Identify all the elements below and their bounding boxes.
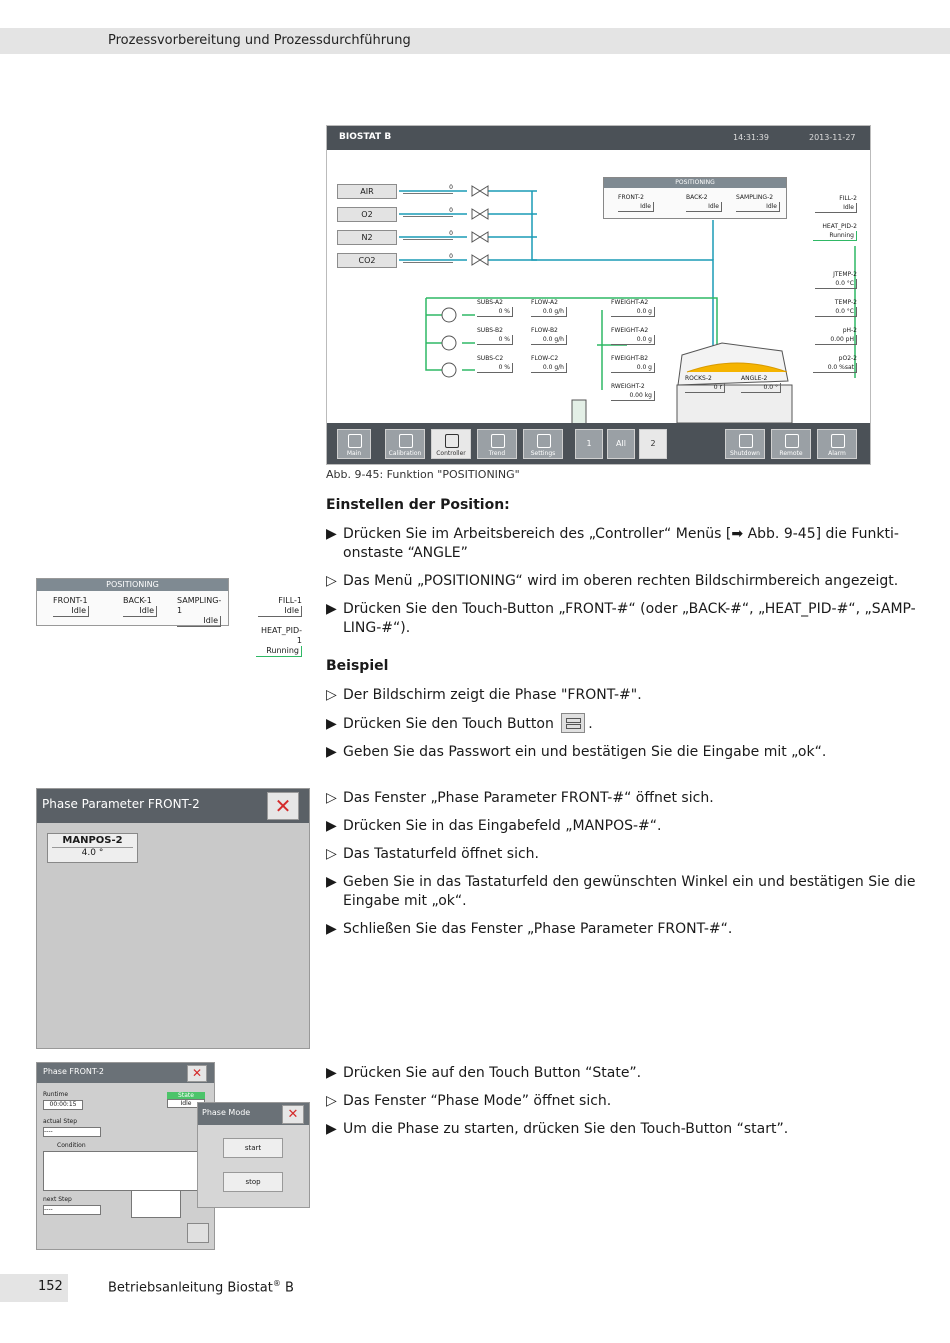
gas-n2-button[interactable]: N2 [337, 230, 397, 245]
heat-pid-1-button[interactable]: HEAT_PID-1 Running [256, 626, 302, 657]
po2-2-readout[interactable]: pO2-2 0.0 %sat [813, 354, 857, 373]
gas-o2-button[interactable]: O2 [337, 207, 397, 222]
main-button[interactable]: Main [337, 429, 371, 459]
back-2-button[interactable]: BACK-2 Idle [686, 193, 722, 212]
list-item: onstaste “ANGLE” [343, 545, 468, 561]
list-item: ▶ Drücken Sie auf den Touch Button “State”. [326, 1065, 642, 1081]
step-list-2 [326, 686, 826, 762]
list-item: ▶ Drücken Sie im Arbeitsbereich des „Controller“ Menüs [➡ Abb. 9-45] die Funkti- [326, 526, 899, 542]
screen-time: 14:31:39 [733, 133, 769, 142]
subs-c2-readout[interactable]: SUBS-C2 0 % [477, 354, 513, 373]
state-button[interactable]: State Idle [167, 1092, 205, 1110]
gas-n2-value: 0 [403, 228, 453, 240]
positioning-title: POSITIONING [604, 178, 786, 188]
step-list-1 [326, 525, 916, 638]
alarm-button[interactable]: Alarm [817, 429, 857, 459]
controller-icon [445, 434, 459, 448]
manpos-2-field[interactable] [47, 833, 138, 863]
step-list-3 [326, 789, 915, 939]
calibration-icon [399, 434, 413, 448]
list-item: ▶ Drücken Sie in das Eingabefeld „MANPOS-#“. [326, 818, 662, 834]
section-title: Prozessvorbereitung und Prozessdurchführung [108, 33, 411, 48]
runtime-label: Runtime [43, 1091, 69, 1098]
front-1-button[interactable]: FRONT-1 Idle [53, 596, 88, 615]
sampling-2-button[interactable]: SAMPLING-2 Idle [736, 193, 780, 212]
figure-caption: Abb. 9-45: Funktion "POSITIONING" [326, 468, 520, 481]
list-item: ▶ Drücken Sie den Touch-Button „FRONT-#“ (oder „BACK-#“, „HEAT_PID-#“, „SAMP- [326, 601, 916, 617]
next-step-label: next Step [43, 1196, 72, 1203]
biostat-screenshot [326, 125, 871, 465]
gas-air-value: 0 [403, 182, 453, 194]
fill-1-button[interactable]: FILL-1 Idle [258, 596, 302, 617]
page-header [0, 28, 950, 54]
next-condition-box [131, 1190, 181, 1218]
page-number: 152 [38, 1279, 63, 1294]
phase-parameter-title: Phase Parameter FRONT-2 [42, 797, 200, 811]
step-list-4 [326, 1064, 788, 1139]
shutdown-button[interactable]: Shutdown [725, 429, 765, 459]
unit-1-button[interactable]: 1 [575, 429, 603, 459]
list-item: ▷ Das Tastaturfeld öffnet sich. [326, 846, 540, 862]
rweight-2-readout[interactable]: RWEIGHT-2 0.00 kg [611, 382, 655, 401]
list-item: LING-#“). [343, 620, 411, 636]
main-icon [348, 434, 362, 448]
screen-title: BIOSTAT B [339, 132, 392, 142]
close-icon[interactable]: ✕ [187, 1065, 207, 1082]
flow-a2-readout[interactable]: FLOW-A2 0.0 g/h [531, 298, 567, 317]
gas-co2-value: 0 [403, 251, 453, 263]
positioning-small-title: POSITIONING [37, 579, 228, 591]
sampling-1-button[interactable]: SAMPLING-1 Idle [177, 596, 222, 625]
list-item: Eingabe mit „ok“. [343, 893, 467, 909]
flow-b2-readout[interactable]: FLOW-B2 0.0 g/h [531, 326, 567, 345]
parameter-button[interactable] [187, 1223, 209, 1243]
next-step-value: ---- [43, 1205, 101, 1215]
unit-2-button[interactable]: 2 [639, 429, 667, 459]
page-number-box [0, 1274, 68, 1302]
stop-button[interactable]: stop [223, 1172, 283, 1192]
remote-button[interactable]: Remote [771, 429, 811, 459]
ph-2-readout[interactable]: pH-2 0.00 pH [815, 326, 857, 345]
gas-co2-button[interactable]: CO2 [337, 253, 397, 268]
rocks-2-button[interactable]: ROCKS-2 0 r [685, 374, 725, 393]
manpos-2-label: MANPOS-2 [62, 835, 123, 846]
angle-2-button[interactable]: ANGLE-2 0.0 ° [741, 374, 781, 393]
gas-air-button[interactable]: AIR [337, 184, 397, 199]
close-icon[interactable]: ✕ [282, 1105, 304, 1124]
close-icon[interactable]: ✕ [267, 792, 299, 820]
phase-mode-window [197, 1102, 310, 1208]
trend-button[interactable]: Trend [477, 429, 517, 459]
heat-pid-2-button[interactable]: HEAT_PID-2 Running [813, 222, 857, 241]
calibration-button[interactable]: Calibration [385, 429, 425, 459]
list-item: ▶ Drücken Sie den Touch Button . [326, 714, 826, 734]
list-item: ▶ Geben Sie das Passwort ein und bestätigen Sie die Eingabe mit „ok“. [326, 744, 827, 760]
heading-beispiel: Beispiel [326, 658, 389, 674]
screen-title-bar [327, 126, 870, 150]
remote-icon [785, 434, 799, 448]
settings-icon [537, 434, 551, 448]
phase-mode-titlebar [198, 1103, 309, 1125]
list-item: ▶ Schließen Sie das Fenster „Phase Parameter FRONT-#“. [326, 921, 733, 937]
positioning-small-screenshot [36, 578, 229, 626]
runtime-value: 00:00:15 [43, 1100, 83, 1110]
footer-document: Betriebsanleitung Biostat® B [108, 1279, 294, 1296]
gas-o2-value: 0 [403, 205, 453, 217]
condition-label: Condition [57, 1142, 86, 1149]
controller-button[interactable]: Controller [431, 429, 471, 459]
phase-front-title: Phase FRONT-2 [43, 1067, 104, 1076]
screen-date: 2013-11-27 [809, 133, 856, 142]
screen-toolbar [327, 423, 870, 464]
start-button[interactable]: start [223, 1138, 283, 1158]
front-2-button[interactable]: FRONT-2 Idle [618, 193, 654, 212]
list-item: ▷ Der Bildschirm zeigt die Phase "FRONT-#". [326, 687, 642, 703]
positioning-panel [603, 177, 787, 219]
bell-icon [831, 434, 845, 448]
phase-front-window [36, 1062, 215, 1250]
flow-c2-readout[interactable]: FLOW-C2 0.0 g/h [531, 354, 567, 373]
fweight-a2-second-readout[interactable]: FWEIGHT-A2 0.0 g [611, 326, 655, 345]
fweight-b2-readout[interactable]: FWEIGHT-B2 0.0 g [611, 354, 655, 373]
subs-b2-readout[interactable]: SUBS-B2 0 % [477, 326, 513, 345]
phase-mode-title: Phase Mode [202, 1108, 251, 1117]
fweight-a2-readout[interactable]: FWEIGHT-A2 0.0 g [611, 298, 655, 317]
list-item: ▷ Das Menü „POSITIONING“ wird im oberen rechten Bildschirmbereich angezeigt. [326, 573, 899, 589]
actual-step-value: ---- [43, 1127, 101, 1137]
subs-a2-readout[interactable]: SUBS-A2 0 % [477, 298, 513, 317]
list-item: ▷ Das Fenster „Phase Parameter FRONT-#“ öffnet sich. [326, 790, 714, 806]
condition-box [43, 1151, 205, 1191]
list-item: ▶ Um die Phase zu starten, drücken Sie den Touch-Button “start”. [326, 1121, 789, 1137]
fill-2-button[interactable]: FILL-2 Idle [815, 194, 857, 213]
actual-step-label: actual Step [43, 1118, 78, 1125]
parameter-button-icon [561, 713, 585, 733]
unit-all-button[interactable]: All [607, 429, 635, 459]
jtemp-2-readout[interactable]: JTEMP-2 0.0 °C [815, 270, 857, 289]
phase-front-titlebar [37, 1063, 214, 1083]
list-item: ▷ Das Fenster “Phase Mode” öffnet sich. [326, 1093, 612, 1109]
manpos-2-value: 4.0 ° [52, 847, 133, 858]
phase-parameter-titlebar [37, 789, 309, 823]
list-item: ▶ Geben Sie in das Tastaturfeld den gewünschten Winkel ein und bestätigen Sie die [326, 874, 916, 890]
trend-icon [491, 434, 505, 448]
heading-einstellen: Einstellen der Position: [326, 497, 510, 513]
back-1-button[interactable]: BACK-1 Idle [123, 596, 157, 617]
temp-2-readout[interactable]: TEMP-2 0.0 °C [815, 298, 857, 317]
shutdown-icon [739, 434, 753, 448]
phase-parameter-window [36, 788, 310, 1049]
settings-button[interactable]: Settings [523, 429, 563, 459]
